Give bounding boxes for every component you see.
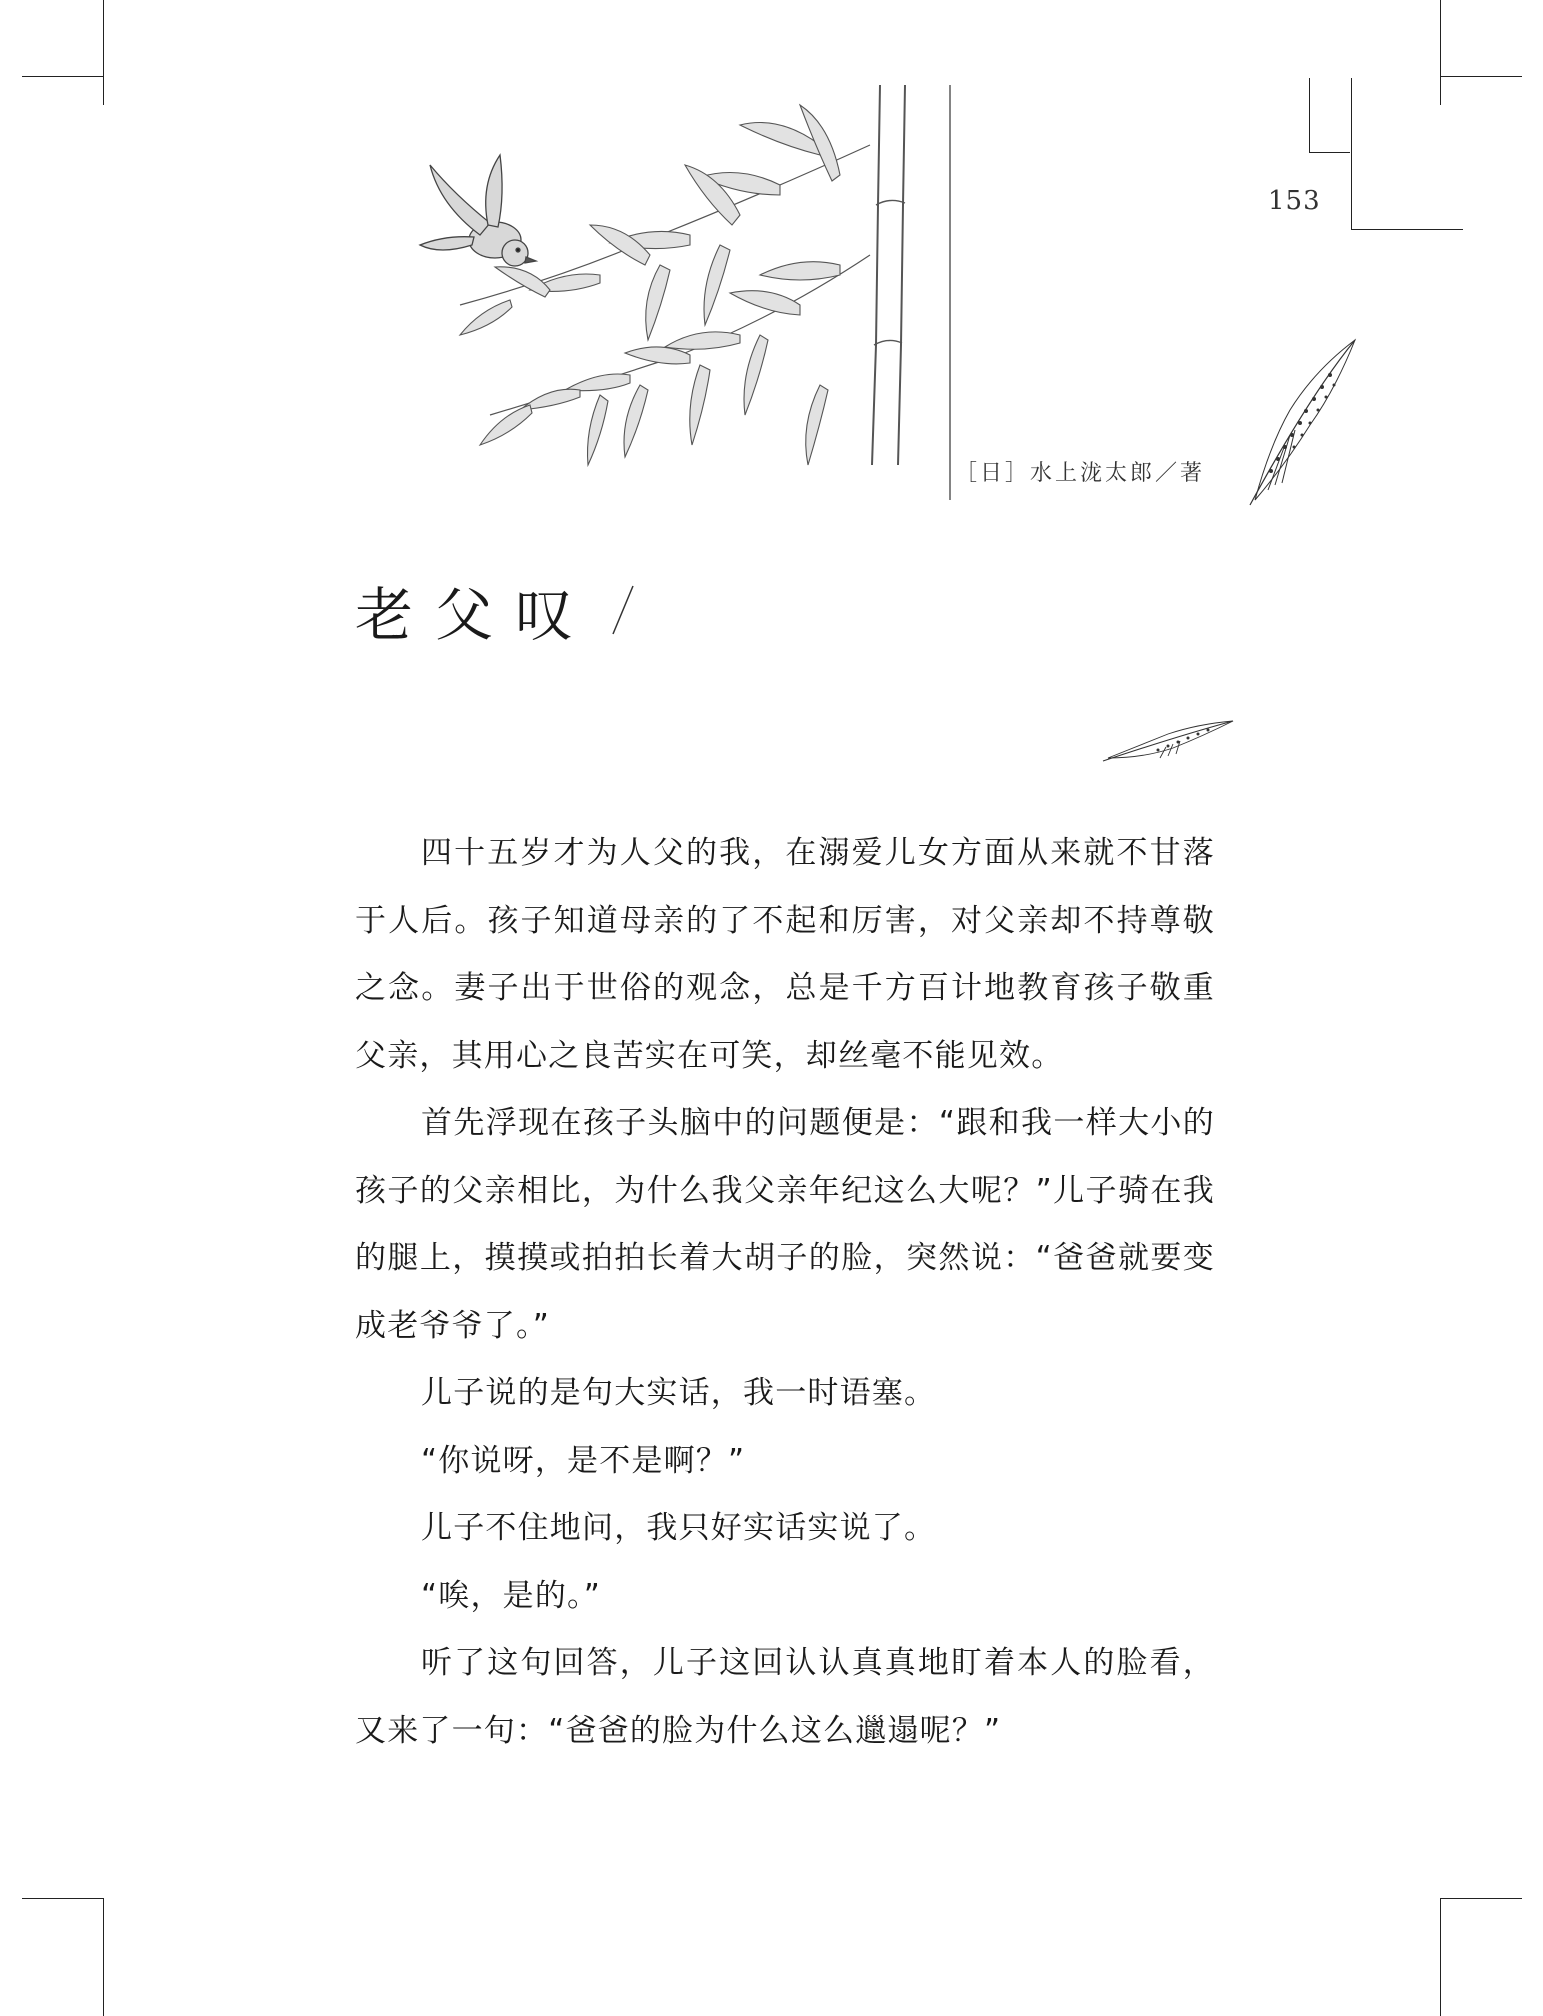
crop-mark [1309, 78, 1310, 153]
title-slash-mark [612, 585, 634, 635]
page-title: 老父叹 [355, 581, 596, 649]
crop-mark [1351, 78, 1352, 230]
page-number: 153 [1268, 186, 1321, 216]
crop-mark [22, 1898, 104, 1899]
crop-mark [1351, 229, 1463, 230]
crop-mark [103, 1898, 104, 2016]
crop-mark [103, 0, 104, 105]
paragraph: 四十五岁才为人父的我，在溺爱儿女方面从来就不甘落于人后。孩子知道母亲的了不起和厉害，对父亲却不持尊敬之念。妻子出于世俗的观念，总是千方百计地教育孩子敬重父亲，其用心之良苦实在可笑，却丝毫不能见效。 [355, 835, 1215, 1074]
article-body [355, 820, 1215, 1765]
crop-mark [1309, 152, 1350, 153]
paragraph: 儿子不住地问，我只好实话实说了。 [421, 1510, 937, 1546]
crop-mark [1440, 76, 1522, 77]
crop-mark [1440, 1898, 1522, 1899]
crop-mark [1440, 0, 1441, 105]
bamboo-bird-illustration [400, 85, 960, 525]
crop-mark [1440, 1898, 1441, 2016]
paragraph: 听了这句回答，儿子这回认认真真地盯着本人的脸看，又来了一句：“爸爸的脸为什么这么邋遢呢？” [355, 1645, 1215, 1749]
paragraph: “唉，是的。” [421, 1577, 602, 1614]
paragraph: 儿子说的是句大实话，我一时语塞。 [421, 1375, 937, 1411]
author-line: ［日］水上泷太郎／著 [955, 461, 1206, 486]
crop-mark [22, 76, 104, 77]
feather-icon [1230, 335, 1360, 525]
paragraph: 首先浮现在孩子头脑中的问题便是：“跟和我一样大小的孩子的父亲相比，为什么我父亲年纪这么大呢？”儿子骑在我的腿上，摸摸或拍拍长着大胡子的脸，突然说：“爸爸就要变成老爷爷了。” [355, 1105, 1215, 1344]
feather-icon [1098, 716, 1238, 766]
paragraph: “你说呀，是不是啊？” [421, 1442, 746, 1479]
